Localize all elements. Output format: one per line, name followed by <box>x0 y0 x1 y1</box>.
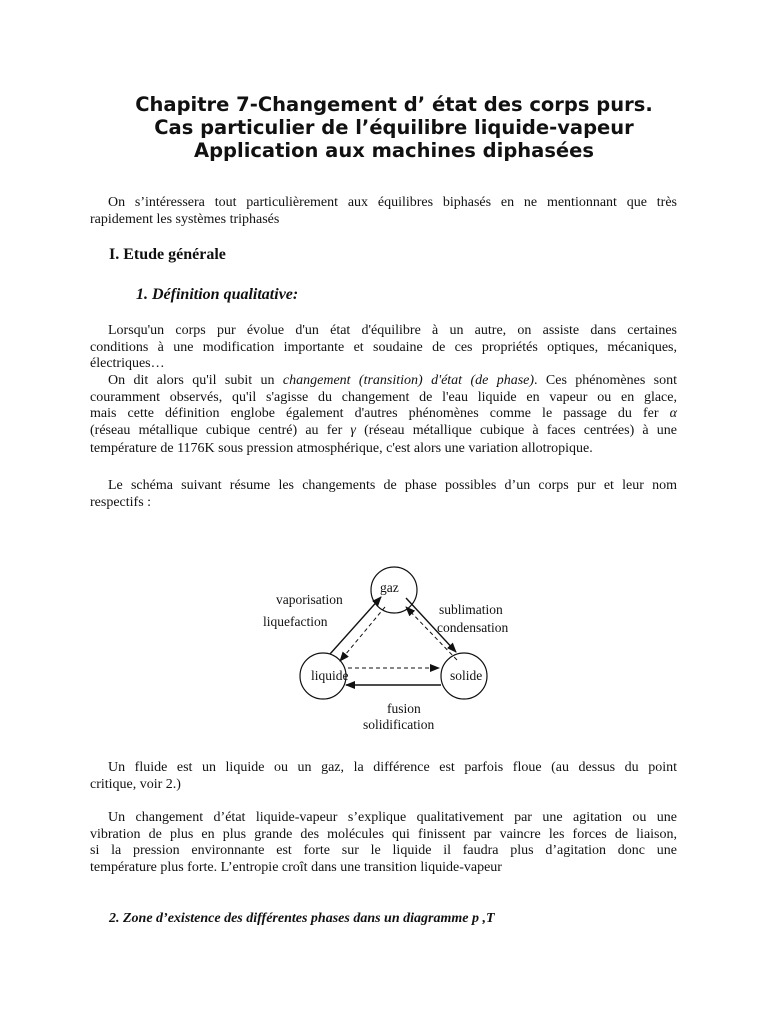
p1-line-2: conditions à une modification importante et soudaine de ces propriétés optiques, mécaniques, <box>90 339 677 355</box>
p2-line-4-end: (réseau métallique cubique à faces centrées) à une <box>355 422 677 438</box>
subsection-heading-definition: 1. Définition qualitative: <box>136 286 299 303</box>
p3-line-1: Le schéma suivant résume les changements de phase possibles d’un corps pur et leur nom <box>108 478 677 493</box>
p2-italic-term: changement (transition) d'état (de phase) <box>282 373 535 388</box>
subsection-heading-zone-existence: 2. Zone d’existence des différentes phases dans un diagramme p ,T <box>109 911 495 926</box>
p1-line-3: électriques… <box>90 356 165 371</box>
p5-line-2: vibration de plus en plus grande des molécules qui finissent par vaincre les forces de liaison, <box>90 826 677 842</box>
intro-line-1: On s’intéressera tout particulièrement aux équilibres biphasés en ne mentionnant que très <box>108 195 677 210</box>
chapter-title-line-3: Application aux machines diphasées <box>194 139 594 162</box>
p4-line-2: critique, voir 2.) <box>90 776 181 792</box>
sublimation-label: sublimation <box>439 602 503 617</box>
p2-line-1-start: On dit alors qu'il subit un <box>108 373 283 388</box>
solide-label: solide <box>450 668 483 683</box>
alpha-symbol: α <box>669 406 677 421</box>
section-heading-etude-generale: I. Etude générale <box>109 246 226 263</box>
p5-line-1: Un changement d’état liquide-vapeur s’explique qualitativement par une agitation ou une <box>108 810 677 825</box>
chapter-title-line-2: Cas particulier de l’équilibre liquide-vapeur <box>154 116 634 139</box>
chapter-title-line-1: Chapitre 7-Changement d’ état des corps purs. <box>135 93 653 116</box>
solidification-label: solidification <box>363 717 435 732</box>
p2-line-5: température de 1176K sous pression atmosphérique, c'est alors une variation allotropique. <box>90 441 593 456</box>
fluid-paragraph <box>90 760 677 793</box>
gaz-label: gaz <box>380 580 399 595</box>
liquefaction-label: liquefaction <box>263 614 328 629</box>
p5-line-4: température plus forte. L’entropie croît dans une transition liquide-vapeur <box>90 859 502 875</box>
liquide-label: liquide <box>311 668 349 683</box>
liquefaction-arrow <box>340 607 385 661</box>
p1-line-1: Lorsqu'un corps pur évolue d'un état d'équilibre à un autre, on assiste dans certaines <box>108 323 677 338</box>
p5-line-3: si la pression environnante est forte sur le liquide il faudra plus d’agitation donc une <box>90 843 677 858</box>
p2-line-3-text: mais cette définition englobe également d'autres phénomènes comme le passage du fer <box>90 406 670 421</box>
condensation-label: condensation <box>437 620 509 635</box>
intro-line-2: rapidement les systèmes triphasés <box>90 211 280 227</box>
qualitative-paragraph <box>90 810 677 876</box>
p2-line-1-end: . Ces phénomènes sont <box>534 373 677 388</box>
p4-line-1: Un fluide est un liquide ou un gaz, la différence est parfois floue (au dessus du point <box>108 760 677 775</box>
vaporisation-label: vaporisation <box>276 592 343 607</box>
fusion-label: fusion <box>387 701 421 716</box>
gamma-symbol: γ <box>350 422 356 438</box>
p2-line-4-start: (réseau métallique cubique centré) au fer <box>90 422 351 438</box>
p2-line-2: couramment observés, qu'il s'agisse du changement de l'eau liquide en vapeur ou en glace, <box>90 389 677 405</box>
p3-line-2: respectifs : <box>90 494 152 510</box>
